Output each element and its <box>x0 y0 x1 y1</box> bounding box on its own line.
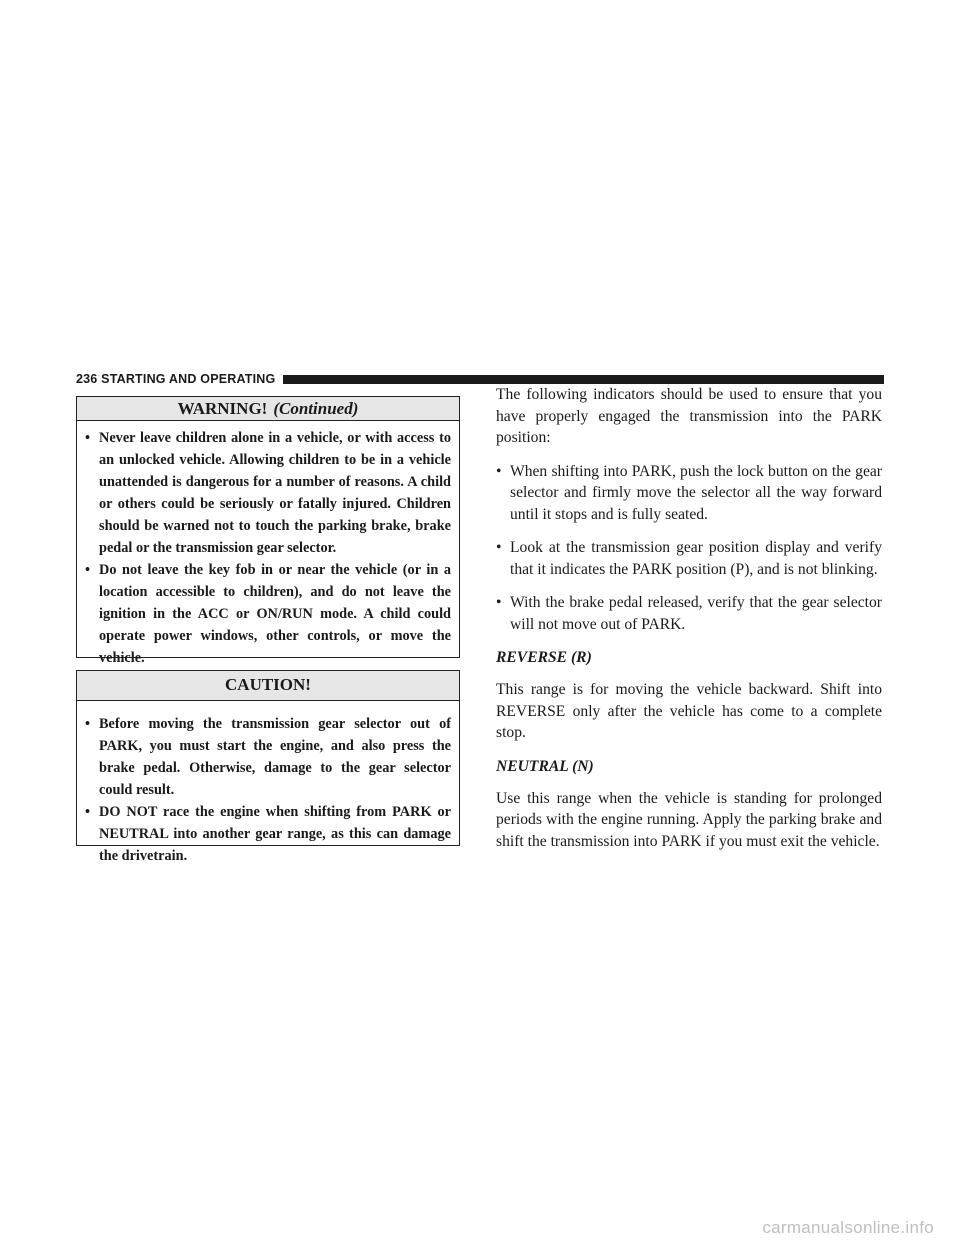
watermark: carmanualsonline.info <box>762 1218 934 1237</box>
caution-list <box>77 701 459 877</box>
warning-box <box>76 396 460 666</box>
neutral-heading: NEUTRAL (N) <box>496 757 594 775</box>
park-intro: The following indicators should be used to ensure that you have properly engaged the transmission into the PARK position: <box>496 386 882 446</box>
park-indicator-item: • When shifting into PARK, push the lock button on the gear selector and firmly move the selector all the way forward until it stops and is fully seated. <box>496 461 882 526</box>
caution-title: CAUTION! <box>77 671 459 701</box>
warning-label: WARNING! <box>177 399 268 418</box>
warning-item: • Do not leave the key fob in or near the vehicle (or in a location accessible to children), and do not leave the ignition in the ACC or ON/RUN mode. A child could operate power windows, other controls, or move the vehicle. <box>85 559 451 669</box>
neutral-text: Use this range when the vehicle is standing for prolonged periods with the engine running. Apply the parking brake and shift the transmission into PARK if you must exit the vehicle. <box>496 789 882 850</box>
park-indicator-item: • With the brake pedal released, verify that the gear selector will not move out of PARK. <box>496 592 882 635</box>
warning-list <box>77 421 459 679</box>
caution-item: • Before moving the transmission gear selector out of PARK, you must start the engine, and also press the brake pedal. Otherwise, damage to the gear selector could result. <box>85 713 451 801</box>
page-header-label <box>76 372 275 386</box>
section-title: STARTING AND OPERATING <box>101 372 276 386</box>
warning-continued: (Continued) <box>273 399 359 418</box>
park-indicator-item: • Look at the transmission gear position display and verify that it indicates the PARK position (P), and is not blinking. <box>496 537 882 580</box>
page-number: 236 <box>76 372 98 386</box>
warning-title <box>77 397 459 421</box>
reverse-text: This range is for moving the vehicle backward. Shift into REVERSE only after the vehicle has come to a complete stop. <box>496 681 882 741</box>
header-rule <box>283 375 884 384</box>
caution-item: • DO NOT race the engine when shifting from PARK or NEUTRAL into another gear range, as this can damage the drivetrain. <box>85 801 451 867</box>
right-column <box>496 384 882 864</box>
reverse-heading: REVERSE (R) <box>496 649 592 666</box>
warning-item: • Never leave children alone in a vehicle, or with access to an unlocked vehicle. Allowing children to be in a vehicle unattended is dangerous for a number of reasons. A child or others could be seriously or fatally injured. Children should be warned not to touch the parking brake, brake pedal or the transmission gear selector. <box>85 427 451 559</box>
park-indicator-list <box>496 461 882 636</box>
caution-box <box>76 670 460 864</box>
